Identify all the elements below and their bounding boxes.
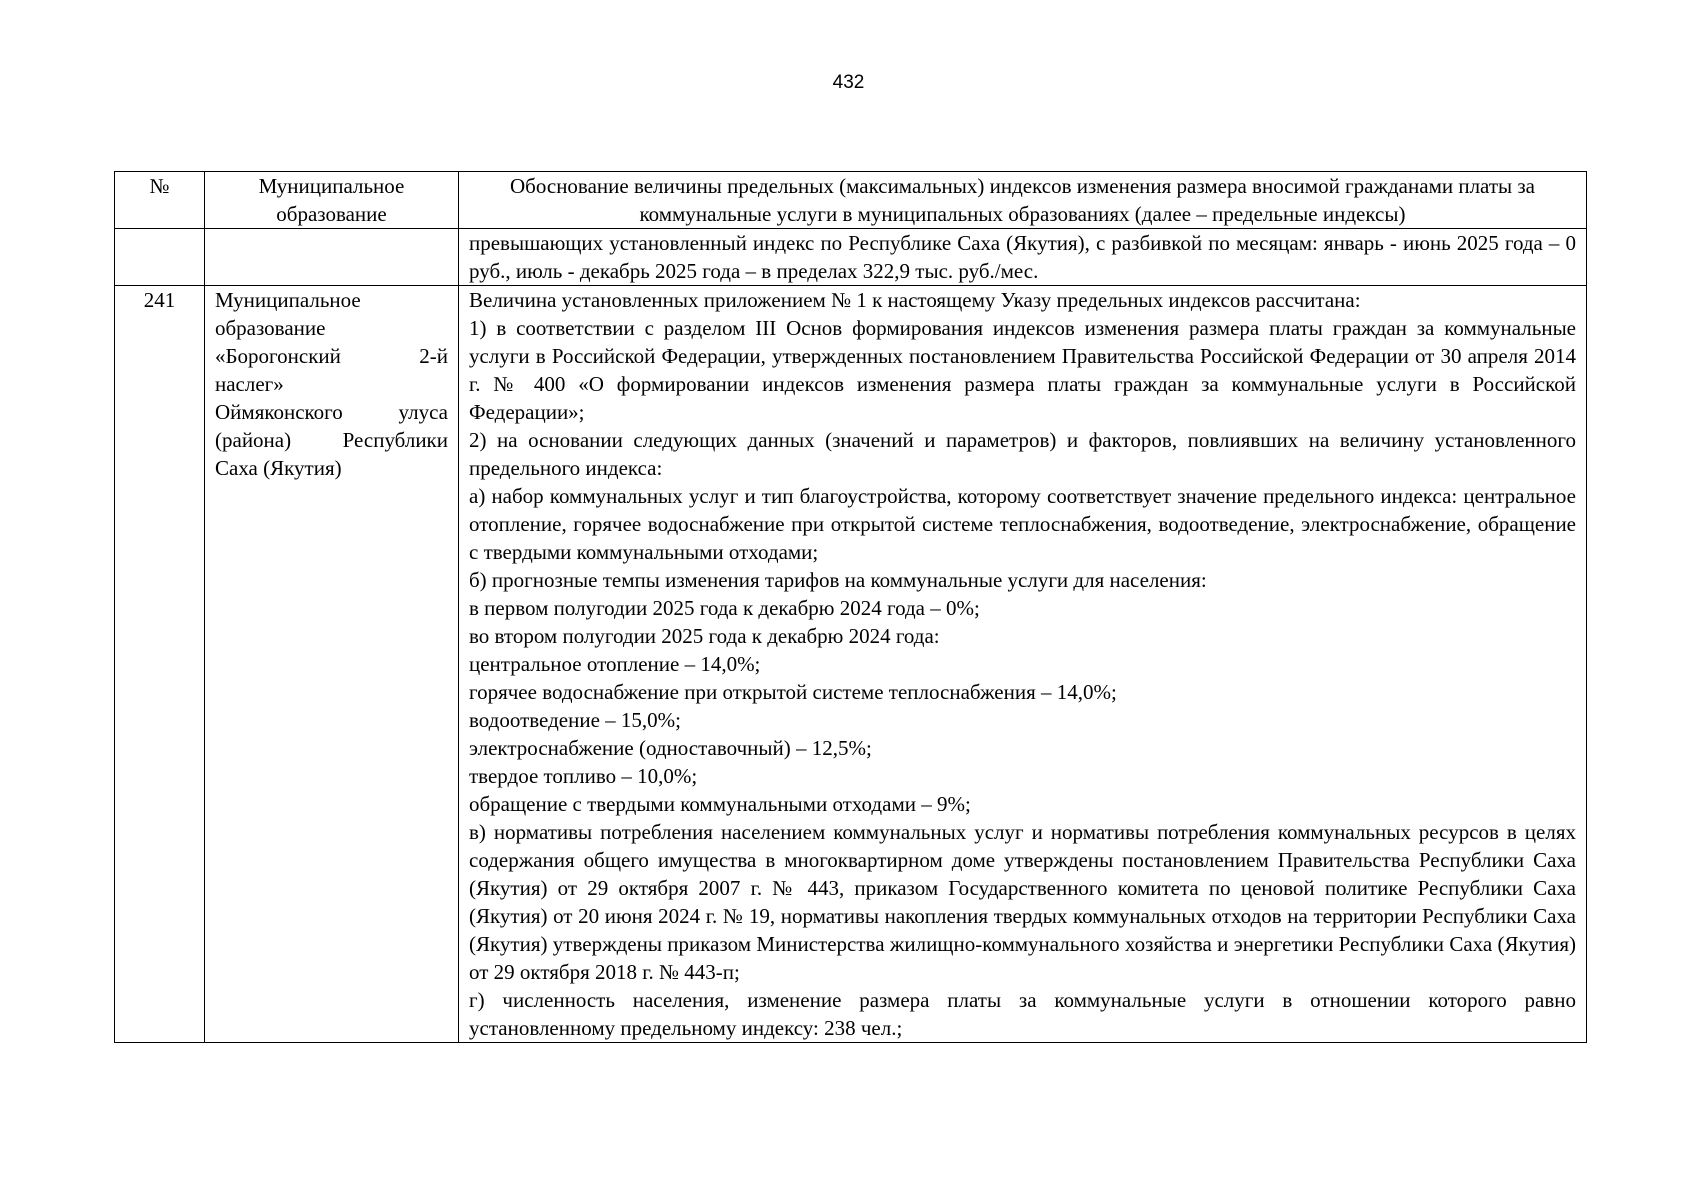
continuation-municipality-cell bbox=[205, 229, 459, 286]
justification-paragraph: Величина установленных приложением № 1 к настоящему Указу предельных индексов рассчитана: bbox=[469, 288, 1361, 312]
header-number: № bbox=[115, 172, 205, 229]
municipality-line: «Борогонский 2-й bbox=[215, 344, 448, 368]
justification-paragraph: обращение с твердыми коммунальными отходами – 9%; bbox=[469, 792, 971, 816]
justification-cell bbox=[459, 286, 1587, 1043]
table-header-row bbox=[115, 172, 1587, 229]
header-municipality: Муниципальное образование bbox=[205, 172, 459, 229]
justification-paragraph: г) численность населения, изменение размера платы за коммунальные услуги в отношении которого равно установленному предельному индексу: 238 чел.; bbox=[469, 988, 1576, 1040]
justification-paragraph: твердое топливо – 10,0%; bbox=[469, 764, 698, 788]
municipality-line: образование bbox=[215, 316, 326, 340]
table-row-continuation bbox=[115, 229, 1587, 286]
municipality-line: Саха (Якутия) bbox=[215, 456, 342, 480]
continuation-number-cell bbox=[115, 229, 205, 286]
justification-paragraph: горячее водоснабжение при открытой системе теплоснабжения – 14,0%; bbox=[469, 680, 1117, 704]
page-number: 432 bbox=[832, 72, 865, 93]
municipality-line: (района) Республики bbox=[215, 428, 448, 452]
municipality-name-cell bbox=[205, 286, 459, 1043]
continuation-text: превышающих установленный индекс по Республике Саха (Якутия), с разбивкой по месяцам: январь - июнь 2025 года – 0 руб., июль - декабрь 2025 года – в пределах 322,9 тыс. руб./мес. bbox=[469, 231, 1576, 283]
justification-paragraph: водоотведение – 15,0%; bbox=[469, 708, 681, 732]
municipality-line: Муниципальное bbox=[215, 288, 361, 312]
table-row-241 bbox=[115, 286, 1587, 1043]
header-justification: Обоснование величины предельных (максимальных) индексов изменения размера вносимой гражданами платы за коммунальные услуги в муниципальных образованиях (далее – предельные индексы) bbox=[459, 172, 1587, 229]
justification-paragraph: в первом полугодии 2025 года к декабрю 2024 года – 0%; bbox=[469, 596, 980, 620]
justification-table bbox=[114, 171, 1587, 1043]
justification-paragraph: в) нормативы потребления населением коммунальных услуг и нормативы потребления коммунальных ресурсов в целях содержания общего имущества в многоквартирном доме утверждены постановлением Правительства Республики Саха (Якутия) от 29 октября 2007 г. № 443, приказом Государственного комитета по ценовой политике Республики Саха (Якутия) от 20 июня 2024 г. № 19, нормативы накопления твердых коммунальных отходов на территории Республики Саха (Якутия) утверждены приказом Министерства жилищно-коммунального хозяйства и энергетики Республики Саха (Якутия) от 29 октября 2018 г. № 443-п; bbox=[469, 820, 1576, 984]
justification-paragraph: 2) на основании следующих данных (значений и параметров) и факторов, повлиявших на величину установленного предельного индекса: bbox=[469, 428, 1576, 480]
continuation-justification-cell bbox=[459, 229, 1587, 286]
justification-paragraph: центральное отопление – 14,0%; bbox=[469, 652, 761, 676]
row-number-cell: 241 bbox=[115, 286, 205, 1043]
municipality-line: наслег» bbox=[215, 372, 284, 396]
justification-paragraph: а) набор коммунальных услуг и тип благоустройства, которому соответствует значение предельного индекса: центральное отопление, горячее водоснабжение при открытой системе теплоснабжения, водоотведение, электроснабжение, обращение с твердыми коммунальными отходами; bbox=[469, 484, 1576, 564]
municipality-line: Оймяконского улуса bbox=[215, 400, 448, 424]
justification-paragraph: 1) в соответствии с разделом III Основ формирования индексов изменения размера платы граждан за коммунальные услуги в Российской Федерации, утвержденных постановлением Правительства Российской Федерации от 30 апреля 2014 г. № 400 «О формировании индексов изменения размера платы граждан за коммунальные услуги в Российской Федерации»; bbox=[469, 316, 1576, 424]
justification-paragraph: электроснабжение (одноставочный) – 12,5%; bbox=[469, 736, 872, 760]
justification-paragraph: во втором полугодии 2025 года к декабрю 2024 года: bbox=[469, 624, 940, 648]
justification-paragraph: б) прогнозные темпы изменения тарифов на коммунальные услуги для населения: bbox=[469, 568, 1207, 592]
